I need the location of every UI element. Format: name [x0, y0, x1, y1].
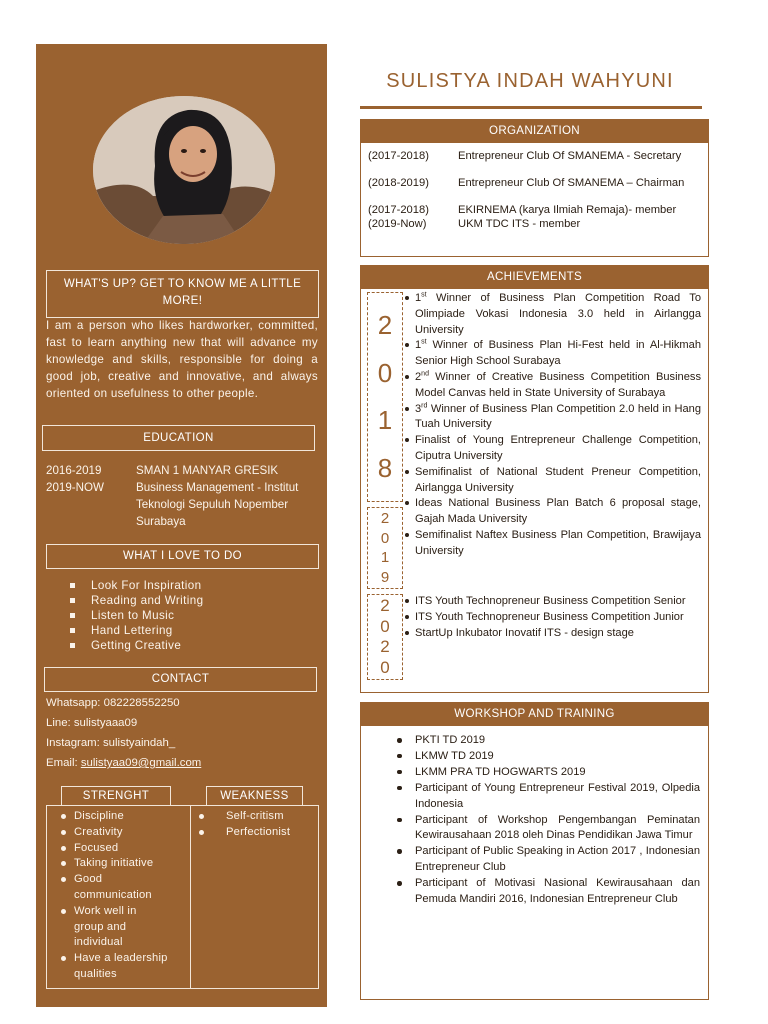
organization-row	[368, 218, 700, 232]
education-desc: SMAN 1 MANYAR GRESIK	[136, 464, 279, 477]
education-year: 2019-NOW	[46, 481, 104, 494]
workshop-item: Participant of Motivasi Nasional Kewirausahaan dan Pemuda Mandiri 2016, Indonesian Entrepreneur Club	[396, 876, 700, 908]
achievement-item: 1st Winner of Business Plan Hi-Fest held in Al-Hikmah Senior High School Surabaya	[405, 338, 701, 370]
person-name: SULISTYA INDAH WAHYUNI	[386, 70, 674, 92]
achievement-item: Ideas National Business Plan Batch 6 proposal stage, Gajah Mada University	[405, 496, 701, 528]
achievement-item: Semifinalist Naftex Business Plan Competition, Brawijaya University	[405, 528, 701, 560]
achievement-item: 2nd Winner of Creative Business Competition Business Model Canvas held in State University of Surabaya	[405, 370, 701, 402]
year-digit: 8	[377, 453, 393, 484]
workshop-item: Participant of Workshop Pengembangan Peminatan Kewirausahaan 2018 oleh Dinas Pendidikan Jawa Timur	[396, 813, 700, 845]
workshop-item: LKMW TD 2019	[396, 749, 700, 765]
achievement-item: StartUp Inkubator Inovatif ITS - design stage	[405, 626, 701, 642]
love-list	[70, 578, 203, 653]
strength-heading: STRENGHT	[82, 790, 150, 802]
year-2018-box	[367, 292, 403, 502]
strength-item: Have a leadership qualities	[60, 951, 179, 983]
strength-item: Creativity	[60, 825, 182, 841]
contact-heading: CONTACT	[151, 673, 210, 685]
education-row	[46, 479, 316, 530]
achievement-item: ITS Youth Technopreneur Business Competition Junior	[405, 610, 701, 626]
achievement-list-2020	[405, 594, 701, 641]
about-text: I am a person who likes hardworker, committed, fast to learn anything new that will advance my knowledge and skills, responsible for doing a good job, creative and innovative, and always oriented on usefulness to other people.	[46, 319, 318, 400]
achievement-item: ITS Youth Technopreneur Business Competition Senior	[405, 594, 701, 610]
workshop-item: Participant of Public Speaking in Action 2017 , Indonesian Entrepreneur Club	[396, 844, 700, 876]
year-digit: 9	[380, 568, 390, 586]
name-underline	[360, 106, 702, 109]
achievement-item: 1st Winner of Business Plan Competition Road To Olimpiade Vokasi Indonesia 3.0 held in Airlangga University	[405, 291, 701, 338]
love-heading: WHAT I LOVE TO DO	[122, 550, 243, 562]
love-item: Reading and Writing	[70, 593, 203, 608]
education-heading-box	[42, 425, 315, 451]
strength-heading-box	[61, 786, 171, 806]
about-heading-box	[46, 270, 319, 318]
love-heading-box	[46, 544, 319, 569]
profile-photo	[93, 96, 275, 244]
education-row	[46, 462, 316, 479]
love-item: Look For Inspiration	[70, 578, 203, 593]
achievements-heading: ACHIEVEMENTS	[360, 265, 709, 289]
strength-item: Focused	[60, 841, 182, 857]
achievement-list-2018	[405, 291, 701, 560]
strength-item: Work well in group and individual	[60, 904, 164, 951]
organization-year: (2019-Now)	[368, 218, 427, 230]
workshop-item: LKMM PRA TD HOGWARTS 2019	[396, 765, 700, 781]
year-digit: 0	[380, 658, 390, 678]
achievement-item: Semifinalist of National Student Preneur Competition, Airlangga University	[405, 465, 701, 497]
year-digit: 2	[380, 510, 390, 528]
love-item: Getting Creative	[70, 638, 203, 653]
strength-item: Taking initiative	[60, 856, 182, 872]
education-desc: Business Management - Institut Teknologi Sepuluh Nopember Surabaya	[136, 481, 299, 528]
love-item: Hand Lettering	[70, 623, 203, 638]
achievement-item: 3rd Winner of Business Plan Competition 2.0 held in Hang Tuah University	[405, 402, 701, 434]
education-year: 2016-2019	[46, 464, 102, 477]
organization-row	[368, 177, 700, 191]
workshop-item: PKTI TD 2019	[396, 733, 700, 749]
weakness-list	[198, 809, 316, 841]
organization-year: (2017-2018)	[368, 204, 429, 216]
email-link[interactable]: sulistyaa09@gmail.com	[80, 757, 202, 769]
weakness-heading: WEAKNESS	[220, 790, 289, 802]
organization-row	[368, 150, 700, 164]
about-heading: WHAT'S UP? GET TO KNOW ME A LITTLE MORE!	[63, 278, 302, 307]
year-digit: 0	[380, 529, 390, 547]
workshop-heading: WORKSHOP AND TRAINING	[360, 702, 709, 726]
year-digit: 1	[380, 549, 390, 567]
workshop-list	[396, 733, 700, 908]
year-digit: 1	[377, 405, 393, 436]
strength-item: Discipline	[60, 809, 182, 825]
year-digit: 2	[380, 637, 390, 657]
table-divider	[190, 805, 191, 989]
weakness-heading-box	[206, 786, 303, 806]
year-digit: 0	[380, 616, 390, 636]
organization-desc: Entrepreneur Club Of SMANEMA - Secretary	[458, 150, 682, 162]
contact-instagram: Instagram: sulistyaindah_	[46, 737, 176, 749]
year-2019-box	[367, 507, 403, 589]
love-item: Listen to Music	[70, 608, 203, 623]
achievement-item: Finalist of Young Entrepreneur Challenge Competition, Ciputra University	[405, 433, 701, 465]
weakness-item: Perfectionist	[198, 825, 316, 841]
organization-desc: UKM TDC ITS - member	[458, 218, 581, 230]
strength-item: Good communication	[60, 872, 154, 904]
contact-whatsapp: Whatsapp: 082228552250	[46, 697, 180, 709]
organization-heading: ORGANIZATION	[360, 119, 709, 143]
organization-year: (2018-2019)	[368, 177, 429, 189]
organization-year: (2017-2018)	[368, 150, 429, 162]
contact-line-id: Line: sulistyaaa09	[46, 717, 138, 729]
contact-email-label: Email:	[46, 757, 81, 769]
organization-row	[368, 204, 700, 218]
organization-desc: EKIRNEMA (karya Ilmiah Remaja)- member	[458, 204, 677, 216]
strength-list	[60, 809, 182, 983]
education-heading: EDUCATION	[143, 432, 214, 444]
weakness-item: Self-critism	[198, 809, 316, 825]
year-digit: 2	[380, 595, 390, 615]
year-digit: 0	[377, 357, 393, 388]
year-digit: 2	[377, 309, 393, 340]
contact-heading-box	[44, 667, 317, 692]
organization-desc: Entrepreneur Club Of SMANEMA – Chairman	[458, 177, 685, 189]
year-2020-box	[367, 594, 403, 680]
contact-email-row	[46, 757, 201, 769]
workshop-item: Participant of Young Entrepreneur Festival 2019, Olpedia Indonesia	[396, 781, 700, 813]
profile-photo-image	[93, 96, 275, 244]
